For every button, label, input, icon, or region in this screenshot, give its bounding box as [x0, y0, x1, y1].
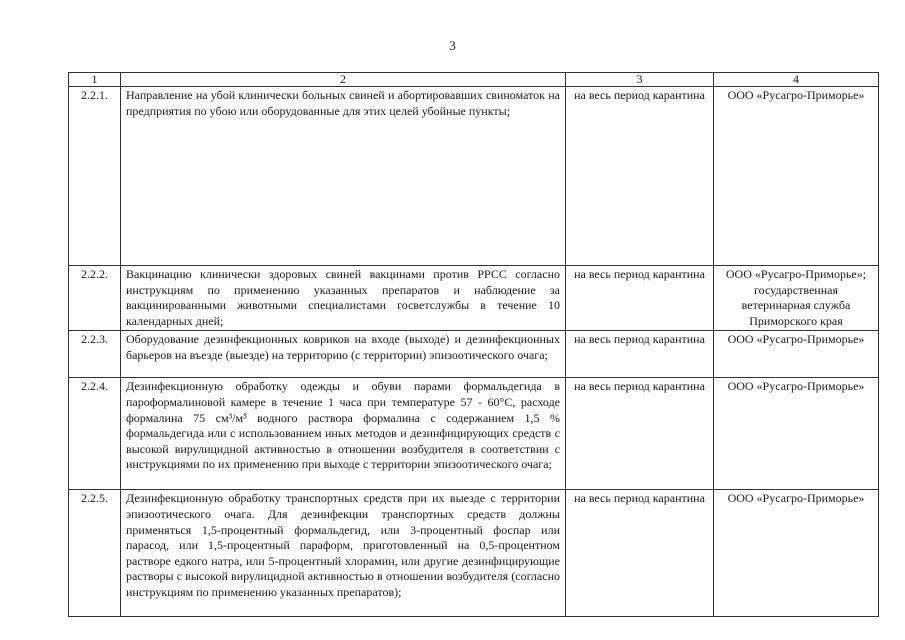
measure-period: на весь период карантина	[566, 378, 714, 490]
measure-executor: ООО «Русагро-Приморье»; государственная ветеринарная служба Приморского края	[714, 266, 879, 331]
table-header-row	[69, 73, 879, 87]
measure-period: на весь период карантина	[566, 266, 714, 331]
measure-executor: ООО «Русагро-Приморье»	[714, 490, 879, 617]
measure-text: Дезинфекционную обработку транспортных средств при их выезде с территории эпизоотического очага. Для дезинфекции транспортных средств должны применяться 1,5-процентный формальдегид, или 3-процентный фоспар или парасод, или 1,5-процентный параформ, приготовленный на 0,5-процентном растворе едкого натра, или 5-процентный хлорамин, или другие дезинфицирующие растворы с высокой вирулицидной активностью в отношении возбудителя (согласно инструкциям по применению указанных препаратов);	[121, 490, 566, 617]
item-number: 2.2.2.	[69, 266, 121, 331]
table-row	[69, 266, 879, 331]
column-header: 1	[69, 73, 121, 87]
table-row	[69, 87, 879, 266]
measure-text: Дезинфекционную обработку одежды и обуви парами формальдегида в пароформалиновой камере в течение 1 часа при температуре 57 - 60°С, расходе формалина 75 см³/м³ водного раствора формалина с содержанием 1,5 % формальдегида или с использованием иных методов и дезинфицирующих средств с высокой вирулицидной активностью в отношении возбудителя в соответствии с инструкциями по их применению при выходе с территории эпизоотического очага;	[121, 378, 566, 490]
table-row	[69, 378, 879, 490]
table-row	[69, 331, 879, 378]
measure-text: Вакцинацию клинически здоровых свиней вакцинами против РРСС согласно инструкциям по применению указанных препаратов и наблюдение за вакцинированными животными специалистами госветслужбы в течение 10 календарных дней;	[121, 266, 566, 331]
column-header: 2	[121, 73, 566, 87]
item-number: 2.2.3.	[69, 331, 121, 378]
measure-executor: ООО «Русагро-Приморье»	[714, 378, 879, 490]
measure-text: Оборудование дезинфекционных ковриков на входе (выходе) и дезинфекционных барьеров на въезде (выезде) на территорию (с территории) эпизоотического очага;	[121, 331, 566, 378]
table-row	[69, 490, 879, 617]
item-number: 2.2.5.	[69, 490, 121, 617]
column-header: 4	[714, 73, 879, 87]
measure-period: на весь период карантина	[566, 490, 714, 617]
measure-period: на весь период карантина	[566, 87, 714, 266]
measure-executor: ООО «Русагро-Приморье»	[714, 331, 879, 378]
column-header: 3	[566, 73, 714, 87]
page-number: 3	[449, 38, 456, 53]
measures-table	[68, 72, 879, 617]
item-number: 2.2.4.	[69, 378, 121, 490]
measure-text: Направление на убой клинически больных свиней и абортировавших свиноматок на предприятия по убою или оборудованные для этих целей убойные пункты;	[121, 87, 566, 266]
item-number: 2.2.1.	[69, 87, 121, 266]
measure-period: на весь период карантина	[566, 331, 714, 378]
measure-executor: ООО «Русагро-Приморье»	[714, 87, 879, 266]
